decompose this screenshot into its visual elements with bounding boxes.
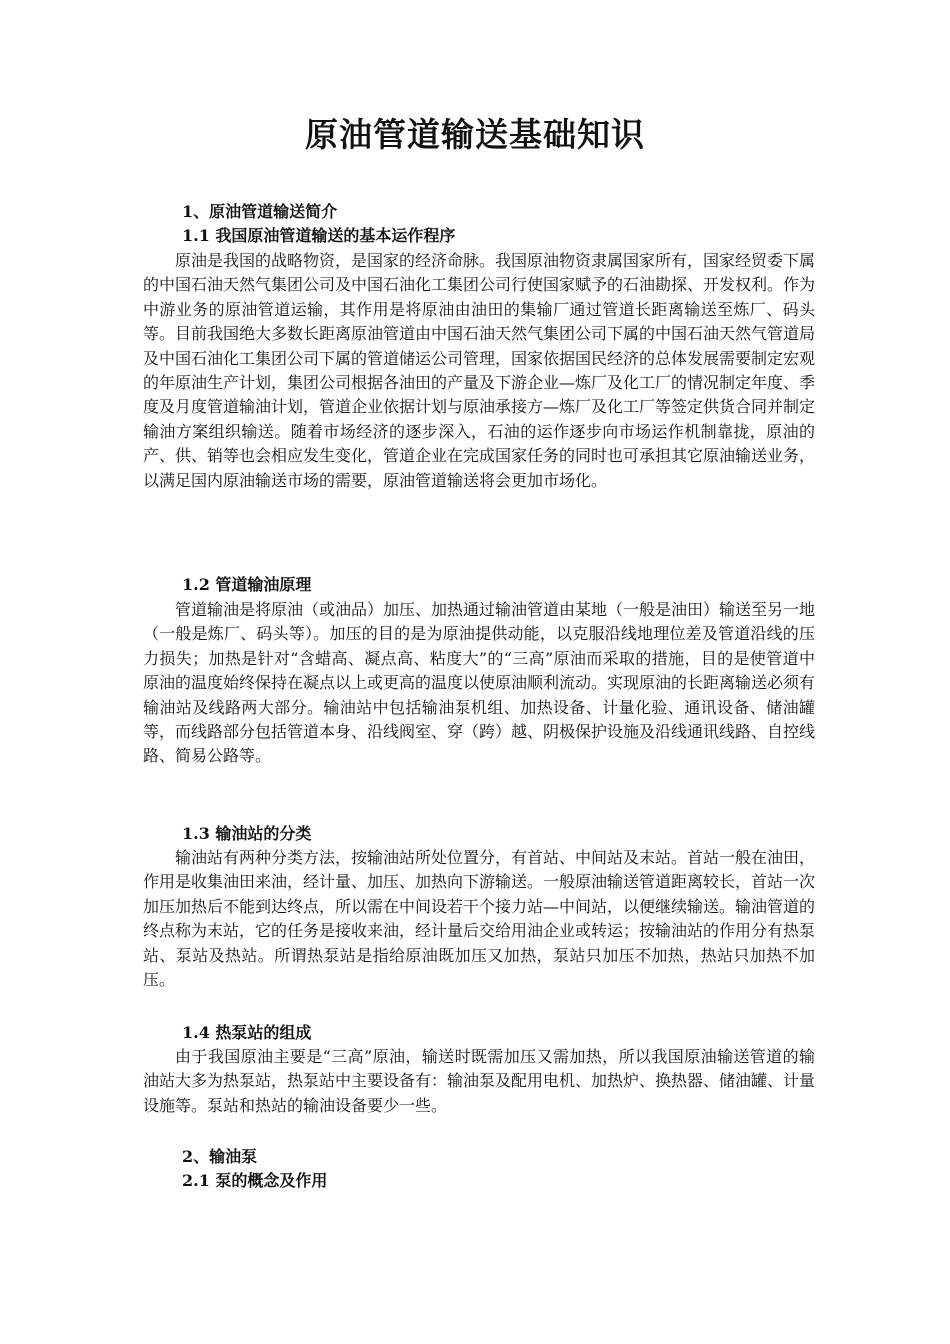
paragraph-1-1: 原油是我国的战略物资，是国家的经济命脉。我国原油物资隶属国家所有，国家经贸委下属的中国石油天然气集团公司及中国石油化工集团公司行使国家赋予的石油勘探、开发权利。作为中游业务的原油管道运输，其作用是将原油由油田的集输厂通过管道长距离输送至炼厂、码头等。目前我国绝大多数长距离原油管道由中国石油天然气集团公司下属的中国石油天然气管道局及中国石油化工集团公司下属的管道储运公司管理，国家依据国民经济的总体发展需要制定宏观的年原油生产计划，集团公司根据各油田的产量及下游企业—炼厂及化工厂的情况制定年度、季度及月度管道输油计划，管道企业依据计划与原油承接方—炼厂及化工厂等签定供货合同并制定输油方案组织输送。随着市场经济的逐步深入，石油的运作逐步向市场运作机制靠拢，原油的产、供、销等也会相应发生变化，管道企业在完成国家任务的同时也可承担其它原油输送业务，以满足国内原油输送市场的需要，原油管道输送将会更加市场化。	[143, 251, 816, 490]
paragraph-1-3: 输油站有两种分类方法，按输油站所处位置分，有首站、中间站及末站。首站一般在油田，作用是收集油田来油，经计量、加压、加热向下游输送。一般原油输送管道距离较长，首站一次加压加热后不能到达终点，所以需在中间设若干个接力站—中间站，以便继续输送。输油管道的终点称为末站，它的任务是接收来油，经计量后交给用油企业或转运；按输油站的作用分有热泵站、泵站及热站。所谓热泵站是指给原油既加压又加热，泵站只加压不加热，热站只加热不加压。	[143, 848, 816, 990]
section-heading-1-2: 1.2 管道输油原理	[182, 575, 312, 594]
section-heading-2-1: 2.1 泵的概念及作用	[182, 1171, 328, 1190]
paragraph-1-2: 管道输油是将原油（或油品）加压、加热通过输油管道由某地（一般是油田）输送至另一地（一般是炼厂、码头等）。加压的目的是为原油提供动能，以克服沿线地理位差及管道沿线的压力损失；加热是针对“含蜡高、凝点高、粘度大”的“三高”原油而采取的措施，目的是使管道中原油的温度始终保持在凝点以上或更高的温度以使原油顺利流动。实现原油的长距离输送必须有输油站及线路两大部分。输油站中包括输油泵机组、加热设备、计量化验、通讯设备、储油罐等，而线路部分包括管道本身、沿线阀室、穿（跨）越、阴极保护设施及沿线通讯线路、自控线路、简易公路等。	[143, 600, 816, 766]
document-title: 原油管道输送基础知识	[305, 115, 645, 154]
section-heading-1-4: 1.4 热泵站的组成	[182, 1023, 312, 1042]
section-heading-1: 1、原油管道输送简介	[182, 202, 338, 221]
section-heading-1-3: 1.3 输油站的分类	[182, 824, 312, 843]
section-heading-2: 2、输油泵	[182, 1147, 258, 1166]
paragraph-1-4: 由于我国原油主要是“三高”原油，输送时既需加压又需加热，所以我国原油输送管道的输油站大多为热泵站，热泵站中主要设备有：输油泵及配用电机、加热炉、换热器、储油罐、计量设施等。泵站和热站的输油设备要少一些。	[143, 1047, 816, 1115]
section-heading-1-1: 1.1 我国原油管道输送的基本运作程序	[182, 226, 456, 245]
